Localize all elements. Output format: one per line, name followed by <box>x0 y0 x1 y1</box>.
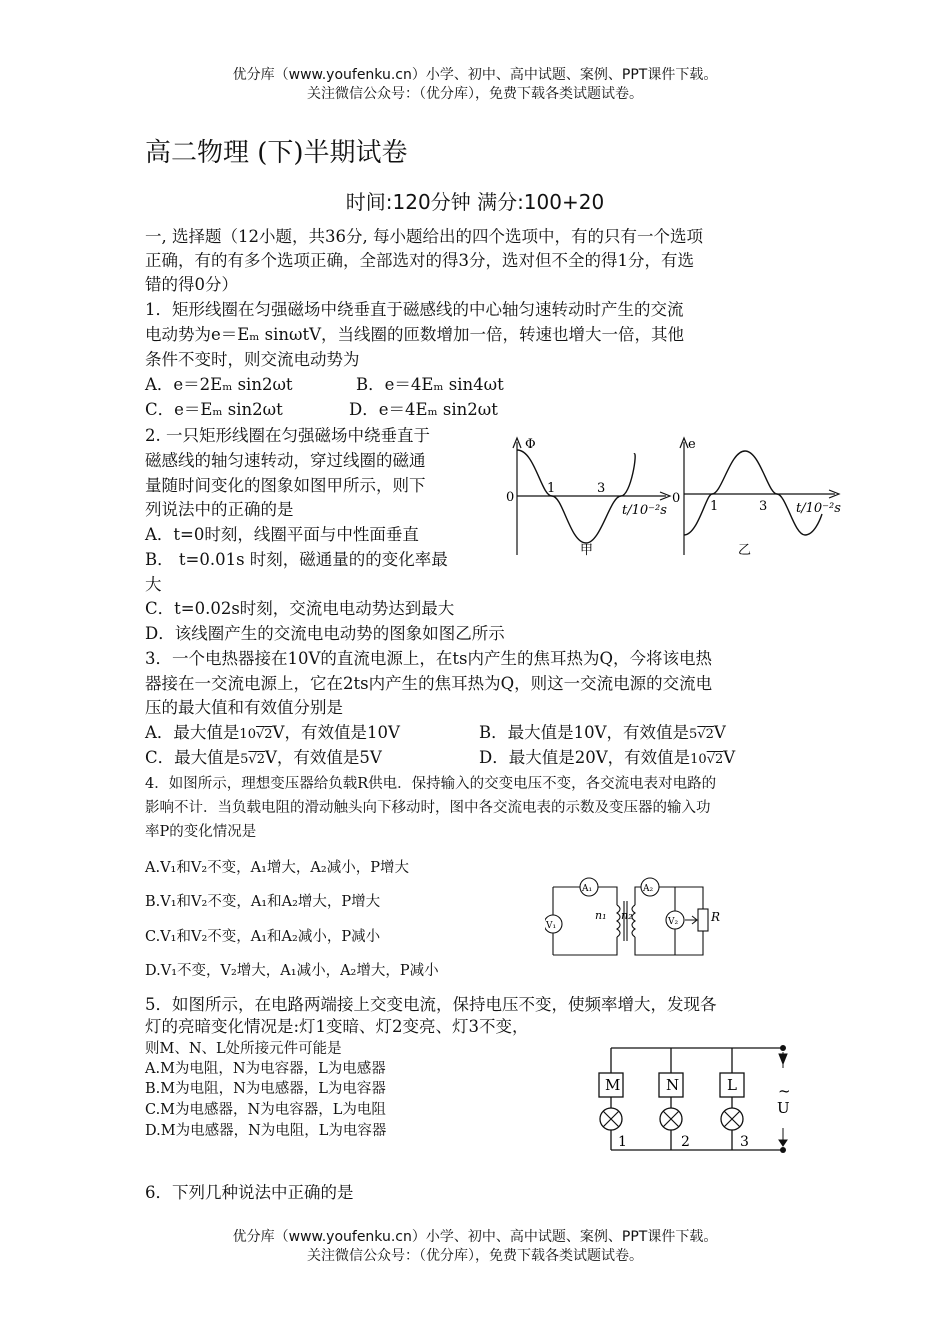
graph2-origin: 0 <box>672 491 681 506</box>
q3-stem-3: 压的最大值和有效值分别是 <box>145 698 343 717</box>
q3-a-prefix: A．最大值是 <box>145 723 240 742</box>
load-resistor <box>698 909 708 931</box>
q2-option-c: C．t=0.02s时刻，交流电电动势达到最大 <box>145 599 455 618</box>
header-line-1: 优分库（www.youfenku.cn）小学、初中、高中试题、案例、PPT课件下载。 <box>232 67 718 83</box>
lamp-3 <box>721 1108 743 1130</box>
q3-d-radicand: 2 <box>714 752 724 767</box>
page-title: 高二物理 (下)半期试卷 <box>145 138 408 168</box>
q3-option-a <box>145 722 400 746</box>
q1-stem-3: 条件不变时，则交流电动势为 <box>145 350 360 369</box>
q1-stem-2: 电动势为e＝Eₘ sinωtV，当线圈的匝数增加一倍，转速也增大一倍，其他 <box>145 325 685 344</box>
q3-a-suffix: V，有效值是10V <box>272 723 400 742</box>
q2-stem-1: 2. 一只矩形线圈在匀强磁场中绕垂直于 <box>145 426 430 445</box>
q3-a-radicand: 2 <box>264 727 273 742</box>
n1-label: n₁ <box>595 909 607 922</box>
q3-b-radicand: 2 <box>705 727 714 742</box>
graph1-origin: 0 <box>506 490 515 505</box>
footer-line-2: 关注微信公众号：（优分库），免费下载各类试题试卷。 <box>307 1248 643 1264</box>
q2-option-a: A．t=0时刻，线圈平面与中性面垂直 <box>145 525 419 544</box>
phi-label: Φ <box>525 437 536 452</box>
q2-figure <box>500 430 850 560</box>
graph2-t-axis: t/10⁻²s <box>796 501 841 516</box>
graph1-caption: 甲 <box>580 543 594 558</box>
q3-a-coef: 10 <box>239 727 256 742</box>
q3-b-coef: 5 <box>689 727 698 742</box>
section-instructions-3: 错的得0分） <box>145 275 238 294</box>
q2-stem-2: 磁感线的轴匀速转动，穿过线圈的磁通 <box>145 451 426 470</box>
slider-contact <box>685 916 697 924</box>
q3-a-radical: 10√2 <box>239 727 273 742</box>
q1-option-d: D．e＝4Eₘ sin2ωt <box>349 400 498 419</box>
graph1-tick-1: 1 <box>547 481 556 496</box>
q3-b-suffix: V <box>713 723 726 742</box>
q4-option-c: C.V₁和V₂不变，A₁和A₂减小，P减小 <box>145 929 381 945</box>
q2-option-b: B． t=0.01s 时刻，磁通量的的变化率最 <box>145 550 448 569</box>
lamp-1-number: 1 <box>618 1134 627 1150</box>
graph1-tick-3: 3 <box>597 481 606 496</box>
graph1-t-axis: t/10⁻²s <box>622 503 667 518</box>
q5-option-d: D.M为电感器，N为电阻，L为电容器 <box>145 1123 387 1139</box>
q5-stem-2: 灯的亮暗变化情况是:灯1变暗、灯2变亮、灯3不变， <box>145 1017 529 1036</box>
n2-label: n₂ <box>621 909 633 922</box>
q3-d-radical: 10√2 <box>690 752 724 767</box>
l-label: L <box>727 1076 737 1094</box>
v1-label: V₁ <box>546 921 557 931</box>
emf-curve <box>684 451 822 535</box>
q2-stem-4: 列说法中的正确的是 <box>145 500 294 519</box>
q3-c-radicand: 2 <box>256 752 265 767</box>
q1-stem-1: 1．矩形线圈在匀强磁场中绕垂直于磁感线的中心轴匀速转动时产生的交流 <box>145 300 684 319</box>
q4-option-b: B.V₁和V₂不变，A₁和A₂增大，P增大 <box>145 894 381 910</box>
voltage-arrow-top <box>779 1052 787 1068</box>
q3-d-prefix: D．最大值是20V，有效值是 <box>479 748 691 767</box>
q4-transformer-figure <box>545 875 725 965</box>
a1-label: A₁ <box>582 884 593 894</box>
q5-option-a: A.M为电阻，N为电容器，L为电感器 <box>145 1061 386 1077</box>
lamp-1 <box>600 1108 622 1130</box>
graph2-tick-1: 1 <box>710 499 719 514</box>
q5-option-b: B.M为电阻，N为电感器，L为电容器 <box>145 1081 386 1097</box>
q4-option-d: D.V₁不变，V₂增大，A₁减小，A₂增大，P减小 <box>145 963 439 979</box>
q4-stem-1: 4．如图所示，理想变压器给负载R供电．保持输入的交变电压不变，各交流电表对电路的 <box>145 776 717 792</box>
section-instructions-2: 正确，有的有多个选项正确，全部选对的得3分，选对但不全的得1分，有选 <box>145 251 694 270</box>
q5-stem-1: 5．如图所示，在电路两端接上交变电流，保持电压不变，使频率增大，发现各 <box>145 995 717 1014</box>
lamp-2-number: 2 <box>681 1134 690 1150</box>
q3-c-radical: 5√2 <box>240 752 265 767</box>
header-line-2: 关注微信公众号：（优分库），免费下载各类试题试卷。 <box>307 86 643 102</box>
q1-option-a: A．e＝2Eₘ sin2ωt <box>145 375 293 394</box>
q2-option-b-cont: 大 <box>145 575 162 594</box>
page-footer <box>0 1228 950 1266</box>
lamp-3-number: 3 <box>740 1134 749 1150</box>
q5-option-c: C.M为电感器，N为电容器，L为电阻 <box>145 1102 386 1118</box>
q5-circuit-figure <box>595 1040 800 1158</box>
exam-time-score: 时间:120分钟 满分:100+20 <box>345 190 605 214</box>
q3-stem-2: 器接在一交流电源上，它在2ts内产生的焦耳热为Q，则这一交流电源的交流电 <box>145 674 713 693</box>
voltage-arrow-bottom <box>779 1128 787 1146</box>
r-label: R <box>711 910 721 924</box>
emf-graph <box>672 437 841 558</box>
q3-b-prefix: B．最大值是10V，有效值是 <box>479 723 690 742</box>
q3-d-suffix: V <box>723 748 736 767</box>
flux-graph <box>506 437 670 558</box>
u-label: U <box>777 1099 790 1117</box>
q3-option-d <box>479 747 735 771</box>
v2-label: V₂ <box>668 917 679 927</box>
lamp-2 <box>660 1108 682 1130</box>
q3-c-prefix: C．最大值是 <box>145 748 241 767</box>
q1-option-c: C．e＝Eₘ sin2ωt <box>145 400 283 419</box>
page-header <box>0 66 950 104</box>
n-label: N <box>666 1076 680 1094</box>
m-label: M <box>605 1076 621 1094</box>
q5-stem-3: 则M、N、L处所接元件可能是 <box>145 1041 342 1057</box>
q3-option-b <box>479 722 726 746</box>
terminal-bottom <box>780 1147 786 1153</box>
q2-option-d: D．该线圈产生的交流电电动势的图象如图乙所示 <box>145 624 505 643</box>
q3-d-coef: 10 <box>690 752 707 767</box>
q2-stem-3: 量随时间变化的图象如图甲所示，则下 <box>145 476 426 495</box>
a2-label: A₂ <box>643 884 654 894</box>
graph2-caption: 乙 <box>738 543 752 558</box>
q4-stem-3: 率P的变化情况是 <box>145 824 257 840</box>
graph2-tick-3: 3 <box>759 499 768 514</box>
section-instructions-1: 一, 选择题（12小题，共36分, 每小题给出的四个选项中，有的只有一个选项 <box>145 227 703 246</box>
q1-option-b: B．e＝4Eₘ sin4ωt <box>356 375 504 394</box>
q4-option-a: A.V₁和V₂不变，A₁增大，A₂减小，P增大 <box>145 860 409 876</box>
q3-option-c <box>145 747 382 771</box>
ac-tilde: ~ <box>778 1082 791 1100</box>
q3-stem-1: 3．一个电热器接在10V的直流电源上，在ts内产生的焦耳热为Q，今将该电热 <box>145 649 713 668</box>
e-label: e <box>688 437 696 452</box>
terminal-top <box>780 1045 786 1051</box>
q6-stem-1: 6．下列几种说法中正确的是 <box>145 1183 354 1202</box>
q4-stem-2: 影响不计．当负载电阻的滑动触头向下移动时，图中各交流电表的示数及变压器的输入功 <box>145 800 711 816</box>
q3-c-suffix: V，有效值是5V <box>264 748 382 767</box>
footer-line-1: 优分库（www.youfenku.cn）小学、初中、高中试题、案例、PPT课件下载。 <box>232 1229 718 1245</box>
q3-c-coef: 5 <box>240 752 249 767</box>
q3-b-radical: 5√2 <box>689 727 714 742</box>
